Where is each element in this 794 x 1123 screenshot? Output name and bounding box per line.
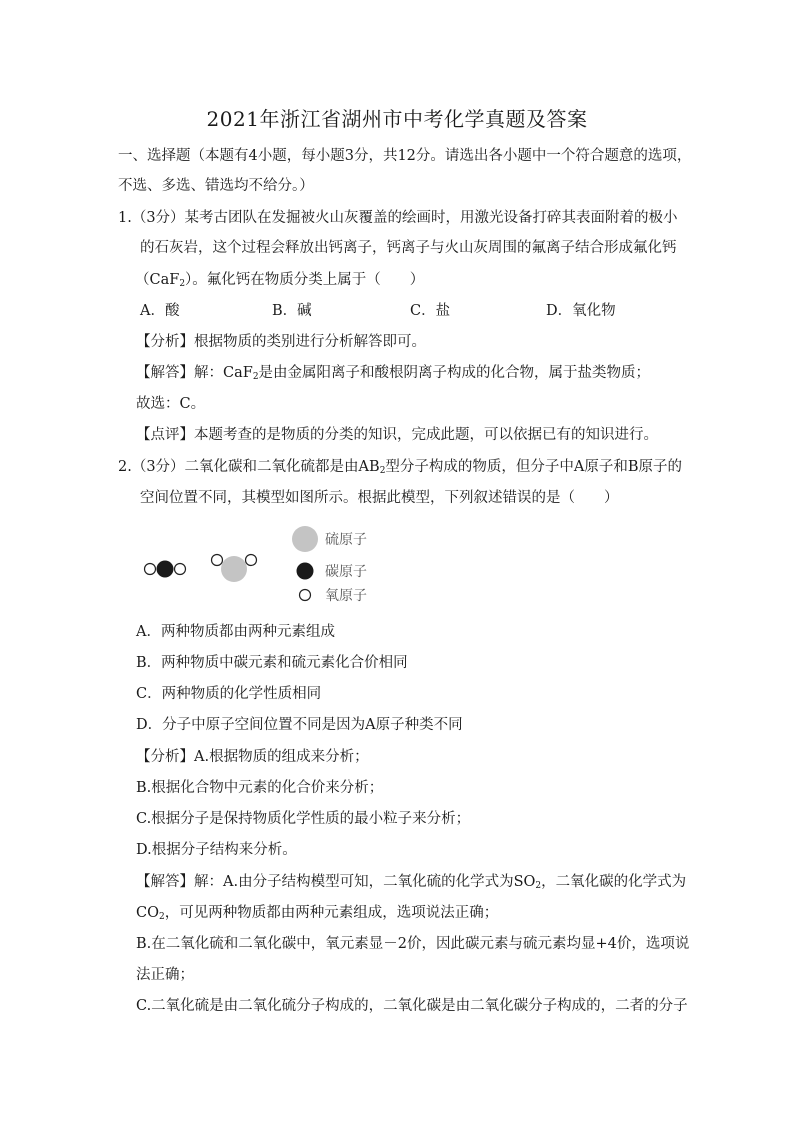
q1-option-c: C．盐 bbox=[410, 303, 451, 319]
q2-option-c: C．两种物质的化学性质相同 bbox=[136, 686, 322, 702]
section-heading-line-2: 不选、多选、错选均不给分。） bbox=[118, 178, 314, 194]
legend-oxygen-label: 氧原子 bbox=[325, 588, 367, 604]
q2-analysis-line-3: C.根据分子是保持物质化学性质的最小粒子来分析； bbox=[136, 811, 471, 827]
q2-option-d: D．分子中原子空间位置不同是因为A原子种类不同 bbox=[136, 717, 463, 733]
q2-stem-line-1: 2.（3分）二氧化碳和二氧化硫都是由$AB_2$型分子构成的物质，但分子中A原子和B原子的 bbox=[118, 459, 683, 476]
legend-sulfur-symbol bbox=[292, 526, 318, 552]
legend-symbols bbox=[292, 526, 318, 601]
oxygen-atom bbox=[212, 555, 223, 566]
q2-answer-line-1: 【解答】解：A.由分子结构模型可知，二氧化硫的化学式为$SO_2$，二氧化碳的化学式为 bbox=[136, 874, 687, 891]
q2-answer-line-5: C.二氧化硫是由二氧化硫分子构成的，二氧化碳是由二氧化碳分子构成的，二者的分子 bbox=[136, 998, 688, 1014]
co2-molecule bbox=[145, 561, 186, 578]
q1-stem-line-3: （CaF$_2$）。氟化钙在物质分类上属于（ ） bbox=[135, 272, 425, 289]
legend-carbon-symbol bbox=[297, 563, 314, 580]
q1-option-b: B．碱 bbox=[272, 303, 312, 319]
q2-stem-line-2: 空间位置不同，其模型如图所示。根据此模型，下列叙述错误的是（ ） bbox=[140, 490, 619, 506]
q2-analysis-line-2: B.根据化合物中元素的化合价来分析； bbox=[136, 780, 384, 796]
q2-answer-line-3: B.在二氧化硫和二氧化碳中，氧元素显－2价，因此碳元素与硫元素均显+4价，选项说 bbox=[136, 936, 690, 952]
q1-choice: 故选：C。 bbox=[136, 396, 206, 412]
oxygen-atom bbox=[175, 564, 186, 575]
q1-stem-line-1: 1.（3分）某考古团队在发掘被火山灰覆盖的绘画时，用激光设备打碎其表面附着的极小 bbox=[118, 210, 678, 226]
page-title: 2021年浙江省湖州市中考化学真题及答案 bbox=[206, 107, 588, 131]
sulfur-atom bbox=[221, 556, 247, 582]
q1-comment: 【点评】本题考查的是物质的分类的知识，完成此题，可以依据已有的知识进行。 bbox=[136, 427, 658, 443]
q1-answer: 【解答】解：CaF$_2$是由金属阳离子和酸根阴离子构成的化合物，属于盐类物质； bbox=[136, 365, 651, 382]
legend-oxygen-symbol bbox=[300, 590, 311, 601]
legend-sulfur-label: 硫原子 bbox=[325, 532, 367, 548]
q2-analysis-line-4: D.根据分子结构来分析。 bbox=[136, 842, 297, 858]
oxygen-atom bbox=[145, 564, 156, 575]
q2-answer-line-2: $CO_2$，可见两种物质都由两种元素组成，选项说法正确； bbox=[136, 905, 499, 922]
q2-option-b: B．两种物质中碳元素和硫元素化合价相同 bbox=[136, 655, 408, 671]
q1-analysis: 【分析】根据物质的类别进行分析解答即可。 bbox=[136, 334, 426, 350]
q2-analysis-line-1: 【分析】A.根据物质的组成来分析； bbox=[136, 749, 369, 765]
legend-carbon-label: 碳原子 bbox=[325, 564, 367, 580]
q2-option-a: A．两种物质都由两种元素组成 bbox=[136, 624, 335, 640]
oxygen-atom bbox=[246, 555, 257, 566]
q1-stem-line-2: 的石灰岩，这个过程会释放出钙离子，钙离子与火山灰周围的氟离子结合形成氟化钙 bbox=[140, 240, 677, 256]
section-heading-line-1: 一、选择题（本题有4小题，每小题3分，共12分。请选出各小题中一个符合题意的选项， bbox=[118, 148, 692, 164]
q1-option-d: D．氧化物 bbox=[546, 303, 616, 319]
q1-option-a: A．酸 bbox=[140, 303, 180, 319]
q2-answer-line-4: 法正确； bbox=[136, 967, 194, 983]
so2-molecule bbox=[212, 555, 257, 583]
carbon-atom bbox=[157, 561, 174, 578]
